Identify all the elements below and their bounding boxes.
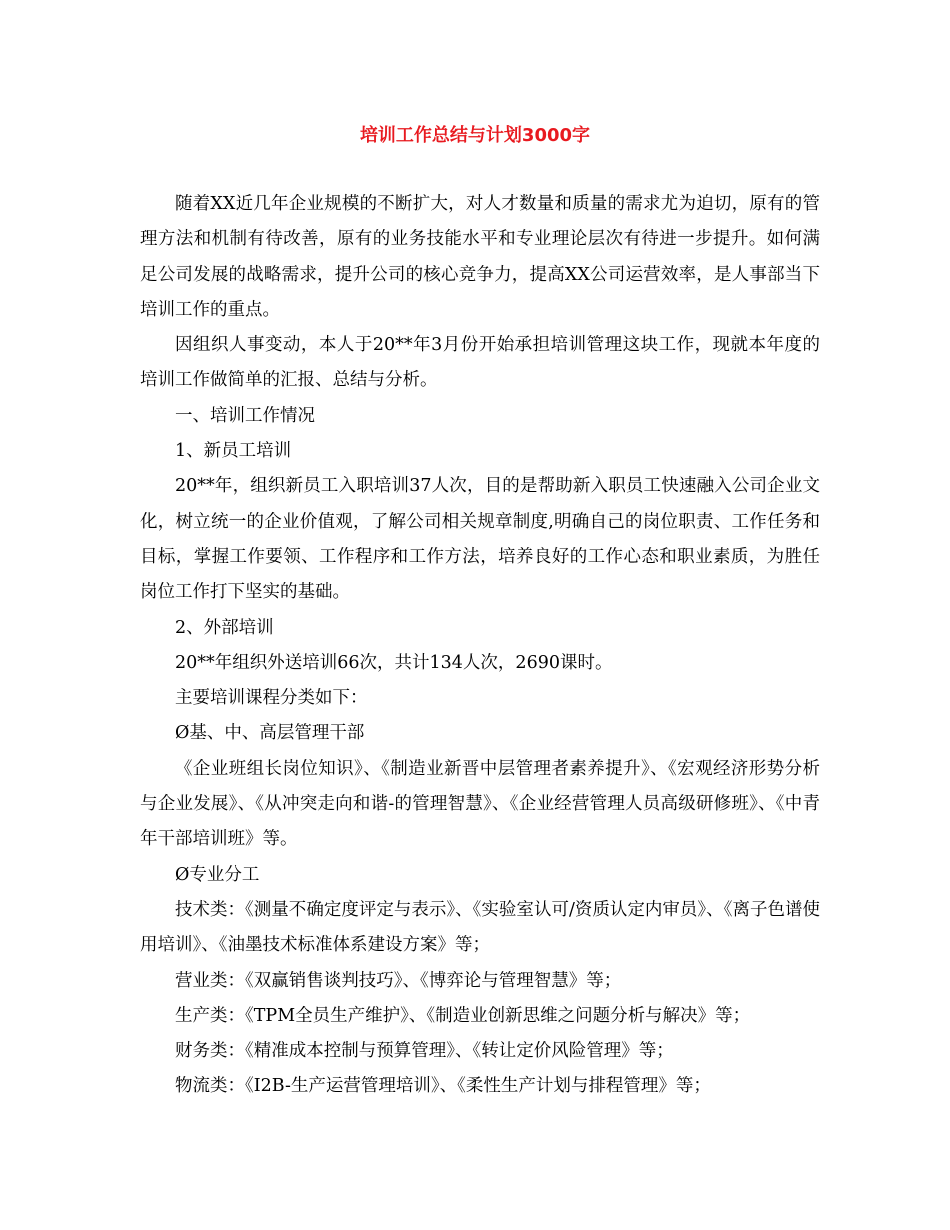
paragraph-management-courses: 《企业班组长岗位知识》、《制造业新晋中层管理者素养提升》、《宏观经济形势分析与企业发展》、《从冲突走向和谐-的管理智慧》、《企业经营管理人员高级研修班》、《中青年干部培训班》等。 <box>140 758 820 850</box>
paragraph-external-stats: 20**年组织外送培训66次，共计134人次，2690课时。 <box>175 652 613 673</box>
paragraph-intro: 随着XX近几年企业规模的不断扩大，对人才数量和质量的需求尤为迫切，原有的管理方法和机制有待改善，原有的业务技能水平和专业理论层次有待进一步提升。如何满足公司发展的战略需求，提升公司的核心竞争力，提高XX公司运营效率，是人事部当下培训工作的重点。 <box>140 194 820 320</box>
paragraph-new-staff: 20**年，组织新员工入职培训37人次，目的是帮助新入职员工快速融入公司企业文化，树立统一的企业价值观，了解公司相关规章制度,明确自己的岗位职责、工作任务和目标，掌握工作要领、工作程序和工作方法，培养良好的工作心态和职业素质，为胜任岗位工作打下坚实的基础。 <box>140 476 820 603</box>
paragraph-sales-courses: 营业类：《双赢销售谈判技巧》、《博弈论与管理智慧》等； <box>175 970 622 991</box>
paragraph-logistics-courses: 物流类：《I2B-生产运营管理培训》、《柔性生产计划与排程管理》等； <box>175 1076 711 1097</box>
paragraph-production-courses: 生产类：《TPM全员生产维护》、《制造业创新思维之问题分析与解决》等； <box>175 1005 751 1026</box>
paragraph-role-change: 因组织人事变动，本人于20**年3月份开始承担培训管理这块工作，现就本年度的培训工作做简单的汇报、总结与分析。 <box>140 335 820 391</box>
bullet-heading: Ø基、中、高层管理干部 <box>175 723 365 744</box>
section-heading: 一、培训工作情况 <box>175 405 315 426</box>
subsection-heading: 2、外部培训 <box>175 617 274 638</box>
paragraph-course-intro: 主要培训课程分类如下： <box>175 688 368 709</box>
paragraph-finance-courses: 财务类：《精准成本控制与预算管理》、《转让定价风险管理》等； <box>175 1041 674 1062</box>
document-body <box>140 187 820 1105</box>
subsection-heading: 1、新员工培训 <box>175 441 292 462</box>
bullet-heading: Ø专业分工 <box>175 864 260 885</box>
paragraph-tech-courses: 技术类：《测量不确定度评定与表示》、《实验室认可/资质认定内审员》、《离子色谱使用培训》、《油墨技术标准体系建设方案》等； <box>140 899 820 956</box>
document-title: 培训工作总结与计划3000字 <box>359 125 591 146</box>
